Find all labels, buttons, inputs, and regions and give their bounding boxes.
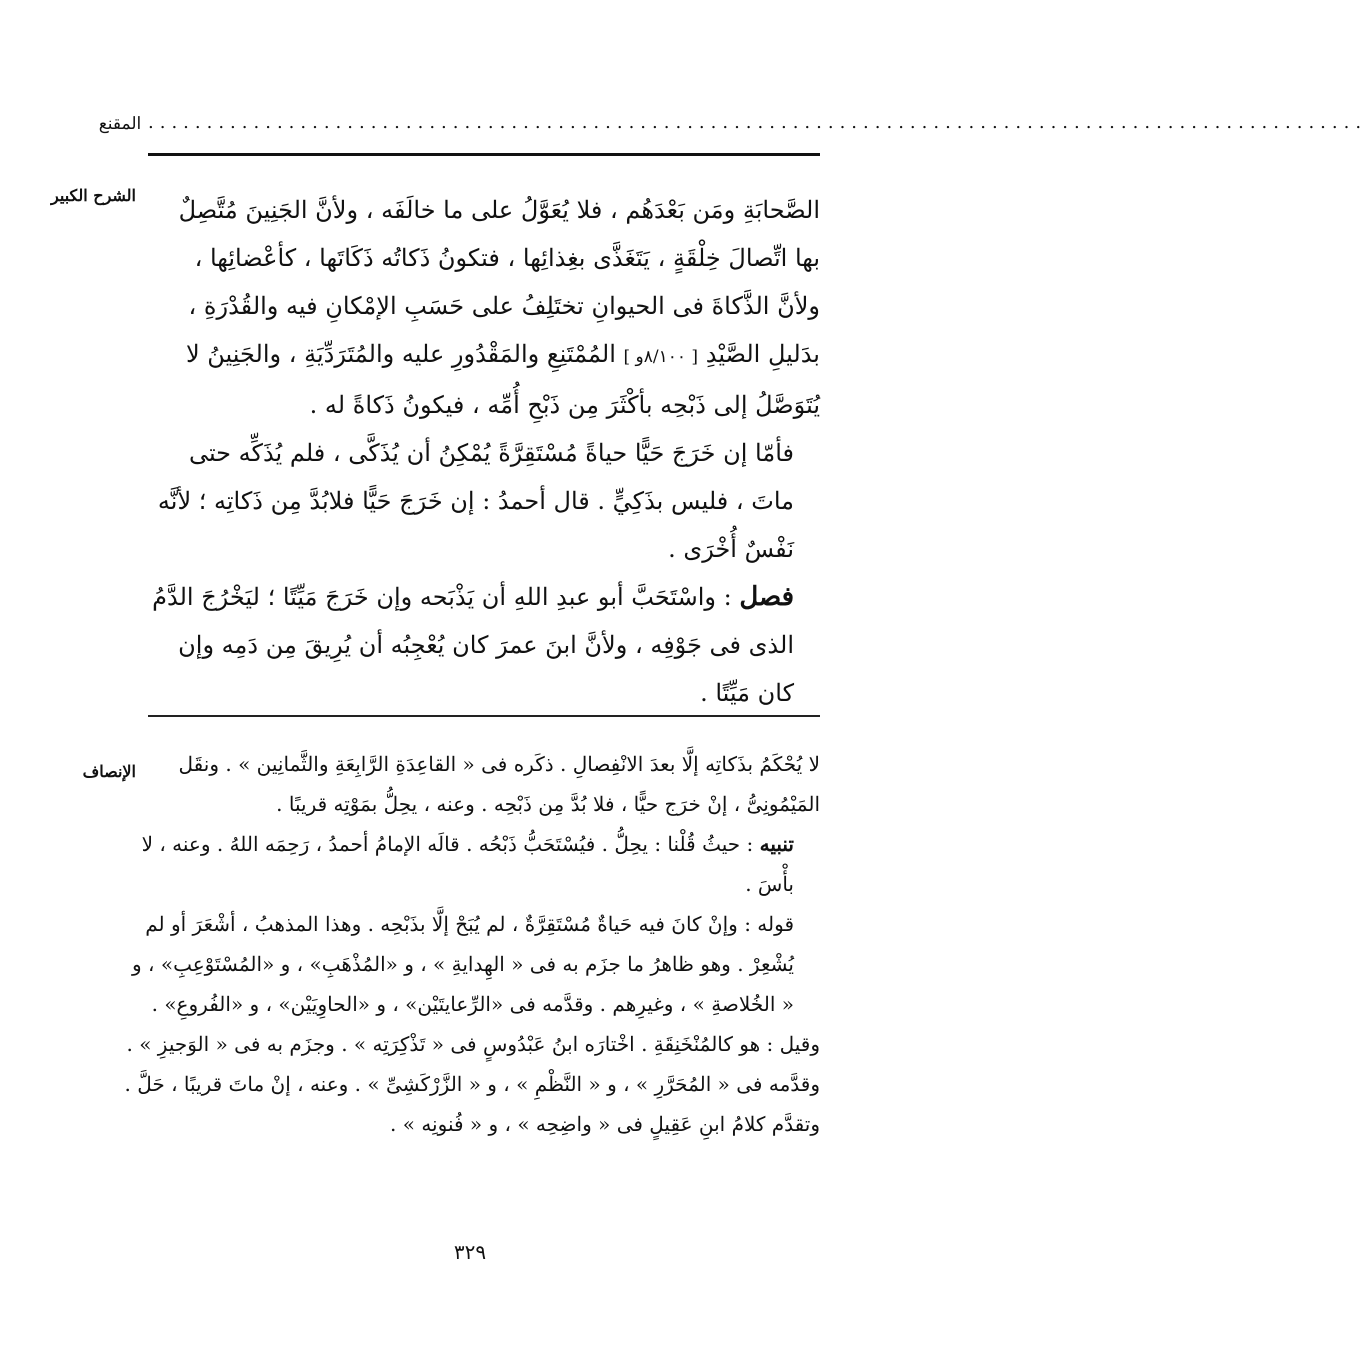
insaf-paragraph-1: لا يُحْكَمُ بذَكاتِه إلَّا بعدَ الانْفِصالِ . ذكَره فى « القاعِدَةِ الرَّابِعَةِ والثَّمانِين » . ونقَل المَيْمُونِىُّ ، إنْ خرَج حيًّا ، فلا بُدَّ مِن ذَبْحِه . وعنه ، يحِلُّ بمَوْتِه قريبًا .	[178, 752, 820, 816]
header-dot-leader: ........................................................................................................	[148, 112, 1367, 133]
main-text-block	[148, 186, 820, 717]
page-number: ٣٢٩	[453, 1240, 487, 1264]
main-paragraph-1	[148, 186, 820, 429]
manuscript-reference: [ ٨/١٠٠و ]	[623, 347, 699, 367]
main-paragraph-1-text: الصَّحابَةِ ومَن بَعْدَهُم ، فلا يُعَوَّلُ على ما خالَفَه ، ولأنَّ الجَنِينَ مُتَّصِلٌ بها اتِّصالَ خِلْقَةٍ ، يَتَغَذَّى بغِذائِها ، فتكونُ ذَكاتُه ذَكَاتَها ، كأعْضائِها ، ولأنَّ الذَّكاةَ فى الحيوانِ تختَلِفُ على حَسَبِ الإمْكانِ فيه والقُدْرَةِ ، بدَليلِ الصَّيْدِ	[178, 196, 820, 368]
header-rule	[148, 153, 820, 156]
main-paragraph-3	[148, 573, 820, 717]
tanbih-heading: تنبيه	[759, 832, 794, 856]
fasl-heading: فصل	[739, 582, 794, 612]
section-divider	[148, 715, 820, 717]
main-paragraph-2: فأمّا إن خَرَجَ حَيًّا حياةً مُسْتَقِرَّةً يُمْكِنُ أن يُذَكَّى ، فلم يُذَكِّه حتى ماتَ ، فليس بذَكِيٍّ . قال أحمدُ : إن خَرَجَ حَيًّا فلابُدَّ مِن ذَكاتِه ؛ لأنَّه نَفْسٌ أُخْرَى .	[157, 439, 794, 563]
tanbih-text: : حيثُ قُلْنا : يحِلُّ . فيُسْتَحَبُّ ذَبْحُه . قالَه الإمامُ أحمدُ ، رَحِمَه اللهُ . وعنه ، لا بأْسَ .	[141, 832, 794, 896]
insaf-qila: وقيل : هو كالمُنْخَنِقَةِ . اخْتارَه ابنُ عَبْدُوسٍ فى « تَذْكِرَتِه » . وجزَم به فى « الوَجيزِ » . وقدَّمه فى « المُحَرَّرِ » ، و « النَّظْمِ » ، و « الزَّرْكَشِىِّ » . وعنه ، إنْ ماتَ قريبًا ، حَلَّ . وتقدَّم كلامُ ابنِ عَقِيلٍ فى « واضِحِه » ، و « فُنونِه » .	[124, 1032, 820, 1136]
sharh-kabir-label: الشرح الكبير	[51, 186, 136, 205]
book-title: المقنع	[98, 114, 142, 134]
main-paragraph-1-end: المُمْتَنِعِ والمَقْدُورِ عليه والمُتَرَدِّيَةِ ، والجَنِينُ لا يُتَوَصَّلُ إلى ذَبْحِه بأكْثَرَ مِن ذَبْحِ أُمِّه ، فيكونُ ذَكاةً له .	[185, 340, 820, 419]
insaf-label: الإنصاف	[82, 762, 136, 781]
insaf-tanbih	[118, 824, 820, 904]
main-paragraph-3-text: : واسْتَحَبَّ أبو عبدِ اللهِ أن يَذْبَحه وإن خَرَجَ مَيِّتًا ؛ ليَخْرُجَ الدَّمُ الذى فى جَوْفِه ، ولأنَّ ابنَ عمرَ كان يُعْجِبُه أن يُرِيقَ مِن دَمِه وإن كان مَيِّتًا .	[152, 583, 794, 707]
insaf-text-block	[118, 744, 820, 1144]
insaf-qawluhu: قوله : وإنْ كانَ فيه حَياةٌ مُسْتَقِرَّةٌ ، لم يُبَحْ إلَّا بذَبْحِه . وهذا المذهبُ ، أشْعَرَ أو لم يُشْعِرْ . وهو ظاهرُ ما جزَم به فى « الهِدايةِ » ، و «المُذْهَبِ» ، و «المُسْتَوْعِبِ» ، و « الخُلاصةِ » ، وغيرِهم . وقدَّمه فى «الرِّعايتَيْن» ، و «الحاوِيَيْن» ، و «الفُروعِ» .	[132, 912, 794, 1016]
